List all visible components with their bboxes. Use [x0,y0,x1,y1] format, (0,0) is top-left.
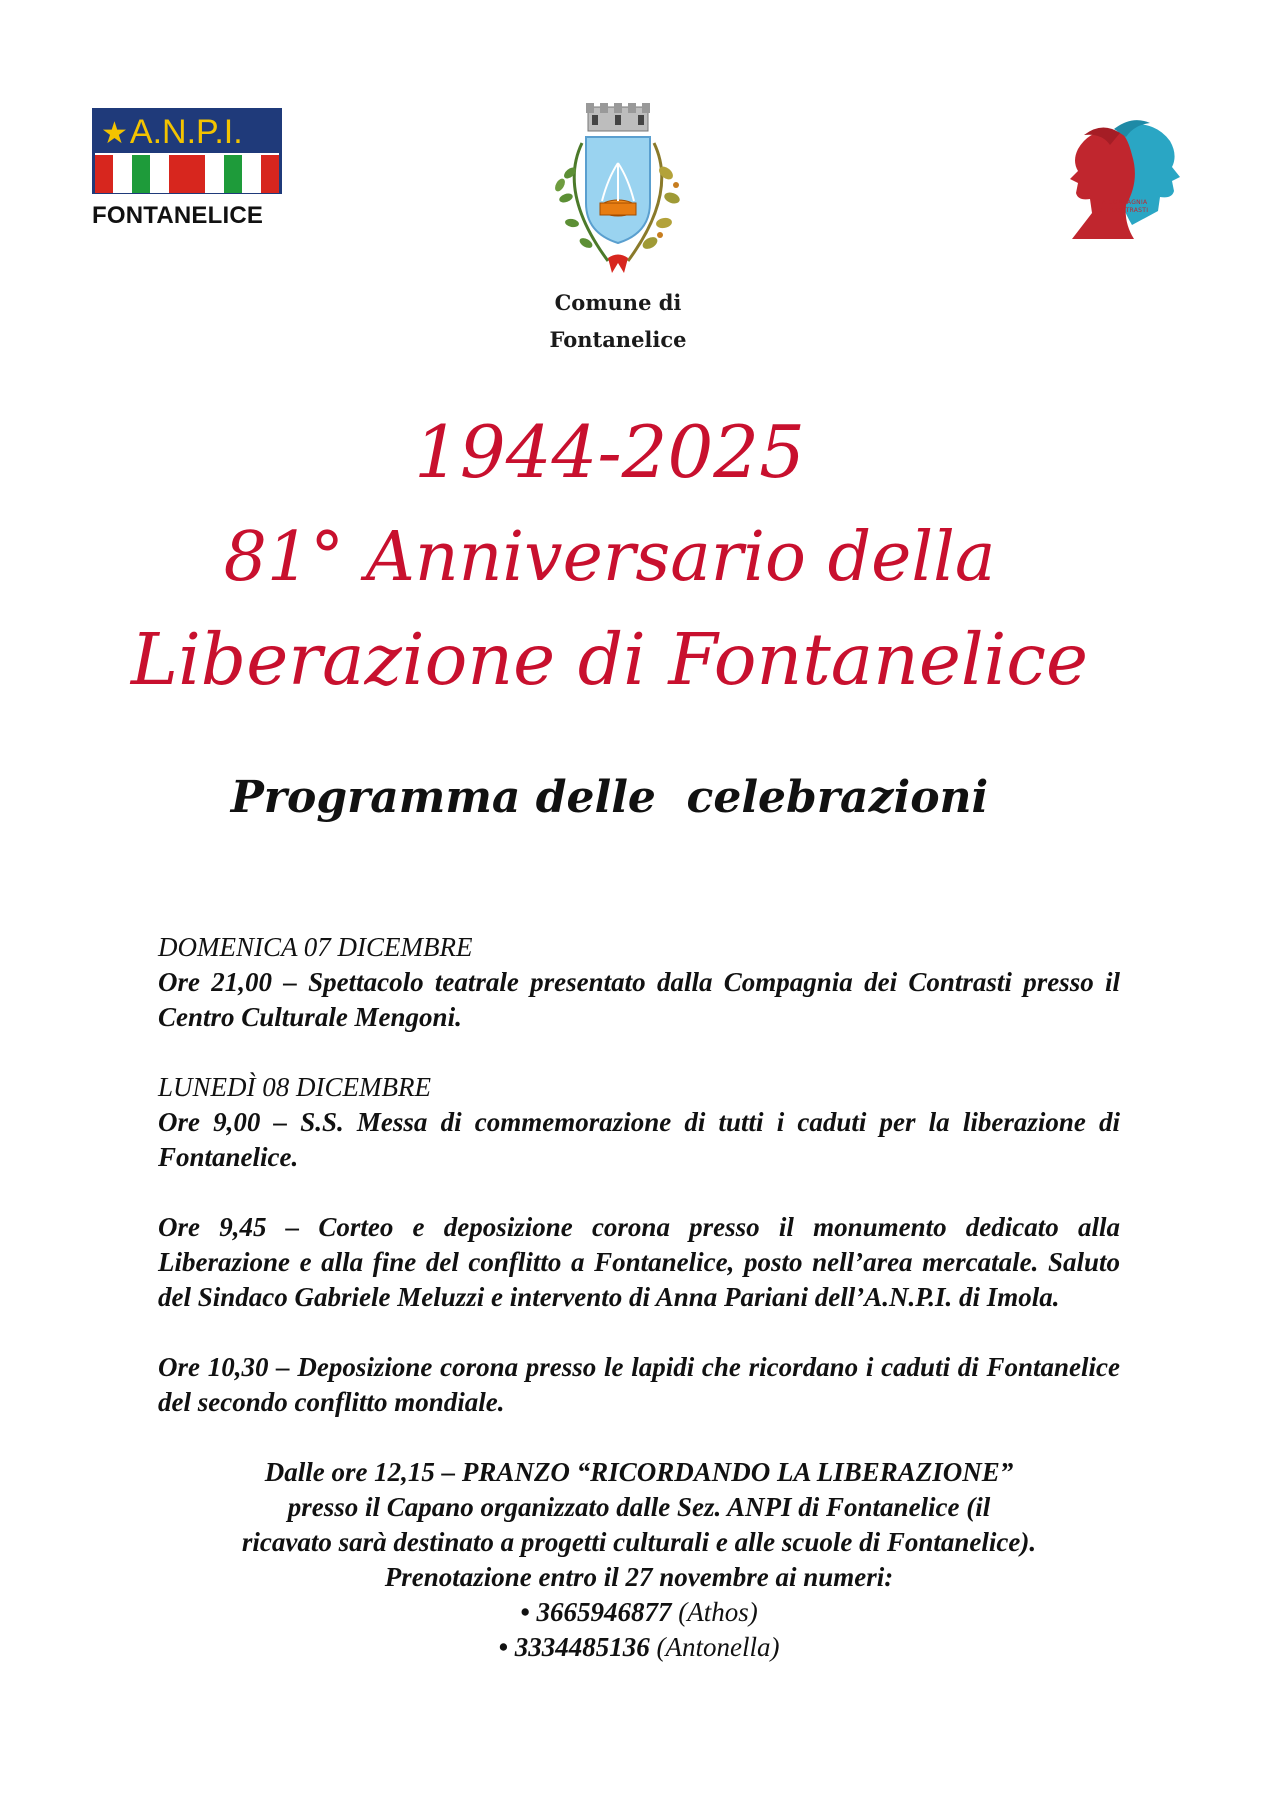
star-icon: ★ [101,117,128,150]
comune-caption [528,284,708,358]
day1-event: Ore 21,00 – Spettacolo teatrale presentato dalla Compagnia dei Contrasti presso il Centro Culturale Mengoni. [158,967,1120,1032]
day2-heading: LUNEDÌ 08 DICEMBRE [158,1072,431,1102]
day1-heading: DOMENICA 07 DICEMBRE [158,932,473,962]
program-subtitle: Programma delle celebrazioni [230,772,989,823]
compagnia-logo [1062,115,1187,240]
anpi-badge [92,108,282,194]
lunch-line4: Prenotazione entro il 27 novembre ai numeri: [384,1562,894,1592]
coat-of-arms-icon [538,103,698,278]
profiles-icon [1062,115,1187,240]
program-body [158,930,1120,1665]
compagnia-text-line1: LA COMPAGNIA [1098,199,1148,206]
lunch-line1: Dalle ore 12,15 – PRANZO “RICORDANDO LA LIBERAZIONE” [264,1457,1014,1487]
title-anniversary: 81° Anniversario della [223,518,996,597]
phone-number: • 3334485136 [498,1632,650,1662]
comune-logo [528,103,708,358]
lunch-block [158,1455,1120,1665]
anpi-caption: FONTANELICE [92,202,264,229]
title-liberation: Liberazione di Fontanelice [130,618,1089,701]
comune-caption-line1: Comune di [554,290,682,315]
phone-line-antonella [158,1630,1120,1665]
day2-event2: Ore 9,45 – Corteo e deposizione corona presso il monumento dedicato alla Liberazione e alla fine del conflitto a Fontanelice, posto nell’area mercatale. Saluto del Sindaco Gabriele Meluzzi e intervento di Anna Pariani dell’A.N.P.I. di Imola. [158,1212,1120,1312]
phone-contact-name: (Antonella) [656,1632,780,1662]
comune-caption-line2: Fontanelice [549,327,687,352]
day2-event3: Ore 10,30 – Deposizione corona presso le lapidi che ricordano i caduti di Fontanelice del secondo conflitto mondiale. [158,1352,1120,1417]
lunch-line3: ricavato sarà destinato a progetti culturali e alle scuole di Fontanelice). [241,1527,1037,1557]
anpi-logo [92,108,282,230]
phone-number: • 3665946877 [520,1597,672,1627]
anpi-badge-text: A.N.P.I. [129,113,243,151]
phone-line-athos [158,1595,1120,1630]
lunch-line2: presso il Capano organizzato dalle Sez. ANPI di Fontanelice (il [287,1492,991,1522]
title-years: 1944-2025 [414,410,805,494]
tricolore-flags [95,155,279,193]
compagnia-text [1098,199,1148,215]
day2-event1: Ore 9,00 – S.S. Messa di commemorazione di tutti i caduti per la liberazione di Fontanelice. [158,1107,1120,1172]
compagnia-text-line2: DEI CONTRASTI [1098,207,1149,214]
phone-contact-name: (Athos) [678,1597,758,1627]
